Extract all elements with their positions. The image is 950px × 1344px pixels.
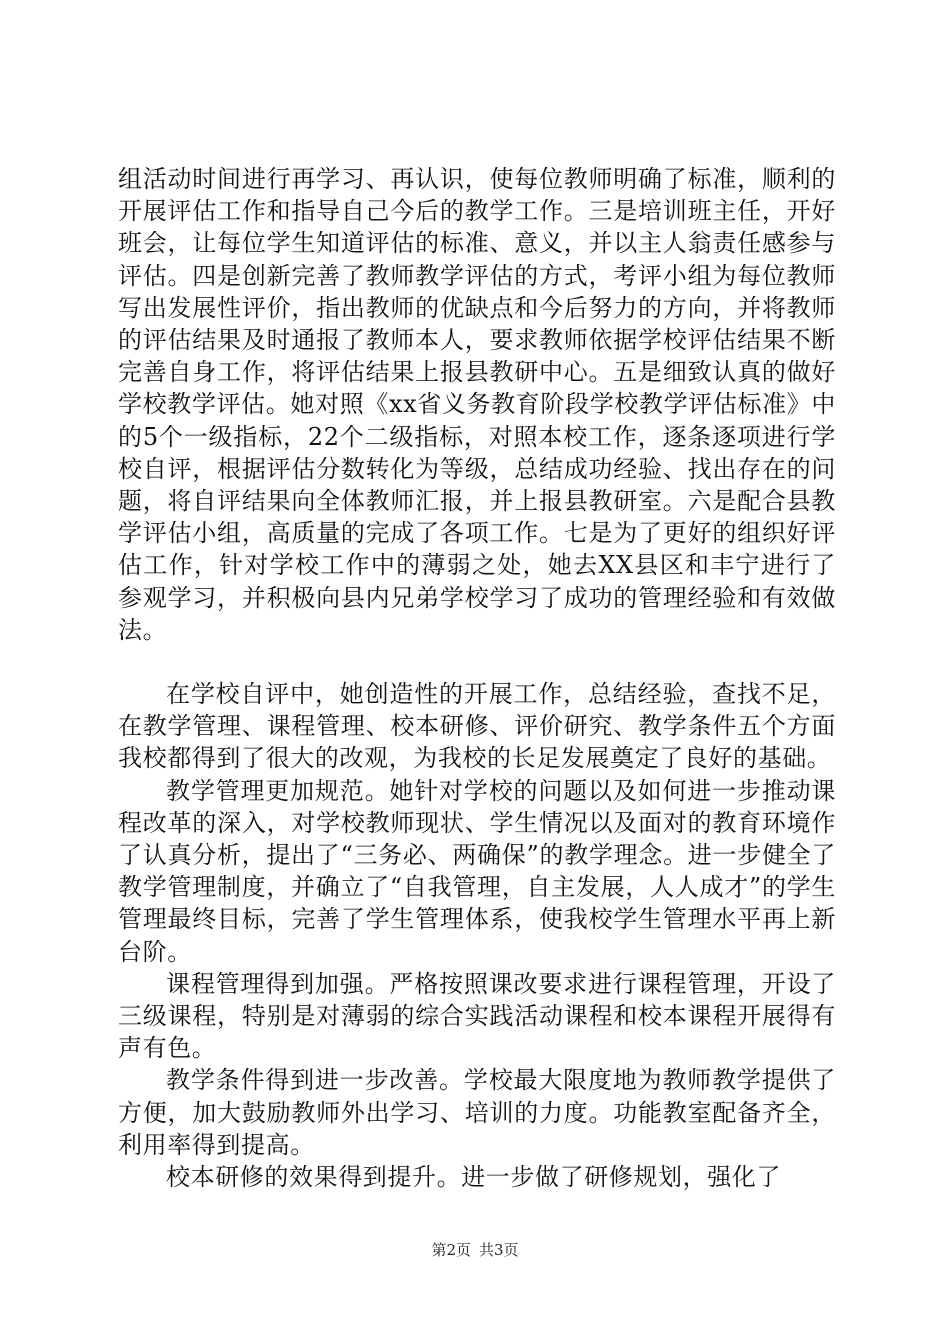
- paragraph-2: 在学校自评中，她创造性的开展工作，总结经验，查找不足，在教学管理、课程管理、校本研修、评价研究、教学条件五个方面我校都得到了很大的改观，为我校的长足发展奠定了良好的基础。: [118, 680, 836, 773]
- paragraph-6: 校本研修的效果得到提升。进一步做了研修规划，强化了: [166, 1163, 781, 1192]
- paragraph-5: 教学条件得到进一步改善。学校最大限度地为教师教学提供了方便，加大鼓励教师外出学习、培训的力度。功能教室配备齐全，利用率得到提高。: [118, 1066, 836, 1159]
- paragraph-1: 组活动时间进行再学习、再认识，使每位教师明确了标准，顺利的开展评估工作和指导自己今后的教学工作。三是培训班主任，开好班会，让每位学生知道评估的标准、意义，并以主人翁责任感参与评估。四是创新完善了教师教学评估的方式，考评小组为每位教师写出发展性评价，指出教师的优缺点和今后努力的方向，并将教师的评估结果及时通报了教师本人，要求教师依据学校评估结果不断完善自身工作，将评估结果上报县教研中心。五是细致认真的做好学校教学评估。她对照《xx省义务教育阶段学校教学评估标准》中的5个一级指标，22个二级指标，对照本校工作，逐条逐项进行学校自评，根据评估分数转化为等级，总结成功经验、找出存在的问题，将自评结果向全体教师汇报，并上报县教研室。六是配合县教学评估小组，高质量的完成了各项工作。七是为了更好的组织好评估工作，针对学校工作中的薄弱之处，她去XX县区和丰宁进行了参观学习，并积极向县内兄弟学校学习了成功的管理经验和有效做法。: [118, 165, 836, 644]
- paragraph-4: 课程管理得到加强。严格按照课改要求进行课程管理，开设了三级课程，特别是对薄弱的综合实践活动课程和校本课程开展得有声有色。: [118, 969, 836, 1063]
- page-total: 共3页: [479, 1241, 519, 1259]
- paragraph-3: 教学管理更加规范。她针对学校的问题以及如何进一步推动课程改革的深入，对学校教师现状、学生情况以及面对的教育环境作了认真分析，提出了“三务必、两确保”的教学理念。进一步健全了教学管理制度，并确立了“自我管理，自主发展，人人成才”的学生管理最终目标，完善了学生管理体系，使我校学生管理水平再上新台阶。: [118, 776, 836, 966]
- page-number: 第2页: [431, 1241, 471, 1259]
- document-body: [118, 163, 836, 1193]
- page-footer: [0, 1240, 950, 1260]
